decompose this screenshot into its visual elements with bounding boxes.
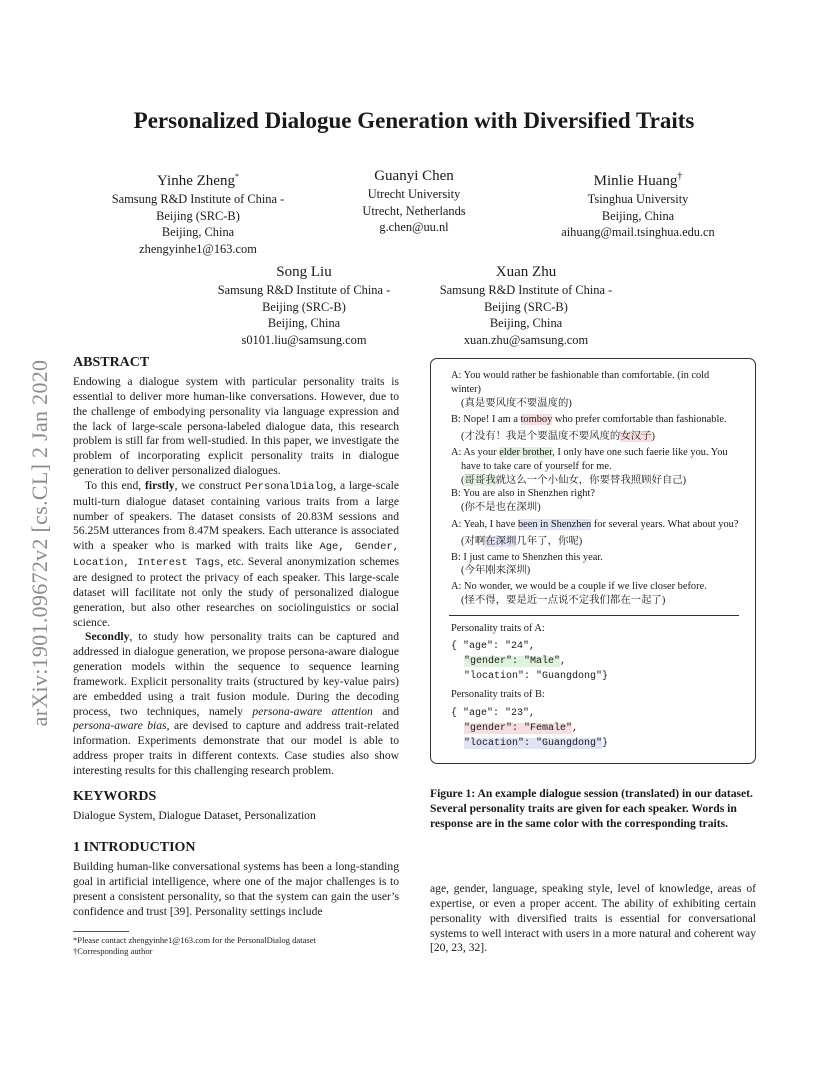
traits-b-line: "gender": "Female", [464,723,579,734]
traits-b-label: Personality traits of B: [451,689,545,700]
traits-a-line: "location": "Guangdong"} [464,671,609,682]
abstract-heading: ABSTRACT [73,355,150,370]
dialogue-line: A: You would rather be fashionable than comfortable. (in cold winter) [451,370,710,395]
keywords-text: Dialogue System, Dialogue Dataset, Personalization [73,809,316,822]
footnote: *Please contact zhengyinhe1@163.com for the PersonalDialog dataset [73,935,316,945]
author-block: Yinhe Zheng* Samsung R&D Institute of China - Beijing (SRC-B) Beijing, China zhengyinhe1@163.com [111,172,285,256]
author-name: Song Liu [276,264,332,280]
keywords-heading: KEYWORDS [73,789,157,804]
author-block: Song Liu Samsung R&D Institute of China - Beijing (SRC-B) Beijing, China s0101.liu@samsung.com [198,263,410,348]
author-name: Guanyi Chen [374,168,454,184]
author-block: Minlie Huang† Tsinghua University Beijing, China aihuang@mail.tsinghua.edu.cn [561,171,715,239]
intro-paragraph-continued: age, gender, language, speaking style, level of knowledge, areas of expertise, or even a proper accent. The ability of exhibiting certain personality with diversified traits is essential for conversational systems to well interact with users in a more natural and coherent way [20, 23, 32]. [430,882,756,955]
dialogue: A: You would rather be fashionable than comfortable. (in cold winter) (真是要风度不要温度的) B: Nope! I am a tomboy who prefer comfortable than fashionable. (才没有！我是个要温度不要风度的女汉子) A: As your elder brother, I only have one such faerie like you. You have to take care of yourself for me. (哥哥我就这么一个小仙女，你要替我照顾好自己) B: You are also in Shenzhen right? (你不是也在深圳) A: Yeah, I have been in Shenzhen for several years. What about you? (对啊在深圳几年了，你呢) B: I just came to Shenzhen this year. (今年刚来深圳) A: No wonder, we would be a couple if we live closer before. (怪不得，要是近一点说不定我们都在一起了) [451,370,739,606]
traits-b-line: { "age": "23", [451,708,536,719]
intro-paragraph: Building human-like conversational systems has been a long-standing goal in artificial intelligence, where one of the major challenges is to present a consistent personality, so that the system can gain the user’s confidence and trust [39]. Personality settings include [73,860,399,918]
author-block: Guanyi Chen Utrecht University Utrecht, Netherlands g.chen@uu.nl [322,167,506,236]
arxiv-identifier: arXiv:1901.09672v2 [cs.CL] 2 Jan 2020 [27,359,52,727]
figure-divider [449,615,739,616]
footnote-rule [73,931,129,932]
footnotes [73,935,403,957]
author-name: Minlie Huang [593,173,678,189]
intro-heading: 1 INTRODUCTION [73,840,196,855]
figure-caption: Figure 1: An example dialogue session (translated) in our dataset. Several personality traits are given for each speaker. Words in response are in the same color with the corresponding traits. [430,787,753,830]
paper-title: Personalized Dialogue Generation with Diversified Traits [133,108,695,133]
traits-a-line: { "age": "24", [451,641,536,652]
traits-a-line: "gender": "Male", [464,656,567,667]
author-name: Yinhe Zheng [157,173,235,189]
author-name: Xuan Zhu [495,264,557,280]
author-block: Xuan Zhu Samsung R&D Institute of China - Beijing (SRC-B) Beijing, China xuan.zhu@samsung.com [420,263,632,348]
traits-b-line: "location": "Guangdong"} [464,738,609,749]
traits-a-label: Personality traits of A: [451,623,545,634]
abstract-body: Endowing a dialogue system with particular personality traits is essential to deliver more human-like conversations. However, due to the challenge of embodying personality via language expression and the lack of large-scale persona-labeled dialogue data, this research problem is still far from well-studied. In this paper, we investigate the problem of incorporating explicit personality traits in dialogue generation to deliver personalized dialogues. To this end, firstly, we construct PersonalDialog, a large-scale multi-turn dialogue dataset containing various traits from a large number of speakers. The dataset consists of 20.83M sessions and 56.25M utterances from 8.47M speakers. Each utterance is associated with a speaker who is marked with traits like Age, Gender, Location, Interest Tags, etc. Several anonymization schemes are designed to protect the privacy of each speaker. This large-scale dataset will facilitate not only the study of personalized dialogue generation, but also other researches on sociolinguistics or social science. Secondly, to study how personality traits can be captured and addressed in dialogue generation, we propose persona-aware dialogue generation models within the sequence to sequence learning framework. Explicit personality traits (structured by key-value pairs) are embedded using a trait fusion module. During the decoding process, two techniques, namely persona-aware attention and persona-aware bias, are devised to capture and address trait-related information. Experiments demonstrate that our model is able to address proper traits in different contexts. Case studies also show interesting results for this challenging research problem. [73,375,400,777]
figure-box [430,358,756,764]
footnote: †Corresponding author [73,946,153,956]
